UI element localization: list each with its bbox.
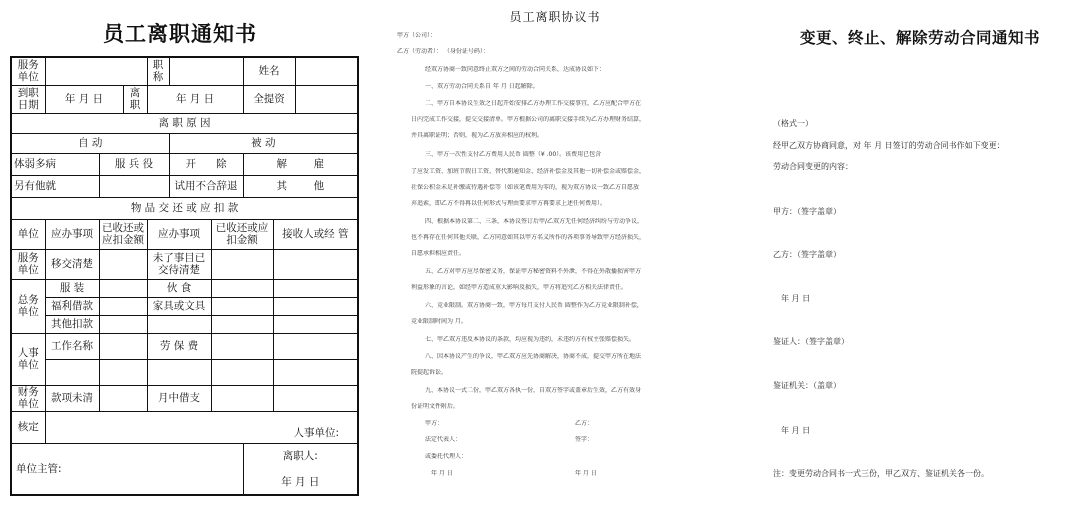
- party-b-signature[interactable]: 乙方：（签字盖章）: [773, 250, 841, 259]
- field-position[interactable]: [169, 57, 243, 85]
- label-position: 职称: [147, 57, 169, 85]
- date-party-a: 年 月 日: [431, 470, 453, 477]
- job-title: 工作名称: [45, 333, 99, 359]
- other-deductions: 其他扣款: [45, 315, 99, 333]
- party-a-signature[interactable]: 甲方：（签字盖章）: [773, 207, 841, 216]
- col-returned-2: 已收还或应扣金额: [211, 219, 273, 249]
- unfinished-items: 未了事目已交待清楚: [147, 249, 211, 279]
- amount-cell[interactable]: [211, 333, 273, 359]
- resignation-notice-form: [0, 0, 360, 512]
- meals: 伙 食: [147, 279, 211, 297]
- table-row: [11, 197, 358, 219]
- resignee-signature[interactable]: 离职人: 年 月 日: [243, 443, 358, 495]
- table-row: [11, 359, 358, 385]
- table-row: [11, 249, 358, 279]
- reason-military[interactable]: 服 兵 役: [99, 153, 169, 175]
- col-items: 应办事项: [45, 219, 99, 249]
- hr-unit: 人事单位: [11, 333, 45, 385]
- agreement-line: 了应发工资、加班节假日工资、替代期通知金、经济补偿金及其他一切补偿金或赔偿金，: [411, 168, 646, 175]
- amount-cell[interactable]: [211, 249, 273, 279]
- amount-cell[interactable]: [211, 315, 273, 333]
- receiver-cell[interactable]: [273, 315, 358, 333]
- unsettled: 款项未清: [45, 385, 99, 411]
- furniture: 家具或文具: [147, 297, 211, 315]
- label-dept: 服务单位: [11, 57, 45, 85]
- receiver-cell[interactable]: [273, 297, 358, 315]
- monthly-advance: 月中借支: [147, 385, 211, 411]
- start-date-value[interactable]: 年 月 日: [45, 85, 123, 113]
- agreement-text: 经甲乙双方协商同意，对 年 月 日签订的劳动合同书作如下变更：: [773, 141, 1005, 150]
- agreement-title: 员工离职协议书: [509, 10, 601, 24]
- agreement-line: 社保公积金未足补缴或待遇补偿等（如该笔费用为零的，视为双方协议一致乙方自愿放: [411, 184, 640, 191]
- table-row: [11, 133, 358, 153]
- agreement-line: 竞业限制时间为 月。: [411, 318, 467, 325]
- leave-date-value[interactable]: 年 月 日: [147, 85, 243, 113]
- blank-cell[interactable]: [147, 315, 211, 333]
- reason-probation[interactable]: 试用不合辞退: [169, 175, 243, 197]
- hr-signature[interactable]: 人事单位:: [45, 411, 358, 443]
- agreement-line: 弃追索，即乙方不得再以任何形式与理由要求甲方再要求上述任何费用）。: [411, 200, 607, 207]
- field-full-pay[interactable]: [295, 85, 358, 113]
- col-unit: 单位: [11, 219, 45, 249]
- welfare-loan: 福利借款: [45, 297, 99, 315]
- table-row: [11, 315, 358, 333]
- agreement-line: 也不再存在任何其他关联，乙方同意如其以甲方名义所作的各项事务导致甲方经济损失，: [411, 234, 646, 241]
- col-receiver: 接收人或经 管: [273, 219, 358, 249]
- form-title: 员工离职通知书: [103, 22, 257, 46]
- agreement-line: 自愿承担相应责任。: [411, 250, 466, 257]
- amount-cell[interactable]: [99, 249, 147, 279]
- resignation-agreement: [395, 0, 715, 512]
- blank-cell: [99, 175, 169, 197]
- agreement-line: 八、因本协议产生的争议，甲乙双方应先协商解决，协商不成，提交甲方所在地法: [425, 353, 642, 360]
- receiver-cell[interactable]: [273, 279, 358, 297]
- labor-insurance: 劳 保 费: [147, 333, 211, 359]
- col-items-2: 应办事项: [147, 219, 211, 249]
- table-row: [11, 279, 358, 297]
- table-row: [11, 297, 358, 315]
- amount-cell[interactable]: [211, 385, 273, 411]
- receiver-cell[interactable]: [273, 385, 358, 411]
- agreement-line: 九、本协议一式二份，甲乙双方各执一份，自双方签字或盖章后生效，乙方有效身: [425, 387, 642, 394]
- seal-date: 年 月 日: [781, 426, 811, 435]
- reason-dismiss[interactable]: 开 除: [169, 153, 243, 175]
- involuntary-label: 被 动: [169, 133, 358, 153]
- agreement-line: 四、根据本协议第二、三条，本协议签订后甲/乙双方无任何经济纠纷与劳动争议，: [425, 218, 644, 225]
- agreement-line: 七、甲乙双方违反本协议的条款，均应视为违约，未违约方有权主张赔偿损失。: [425, 336, 636, 343]
- witness-signature[interactable]: 鉴证人：（签字盖章）: [773, 337, 849, 346]
- service-unit: 服务单位: [11, 249, 45, 279]
- amount-cell[interactable]: [99, 385, 147, 411]
- table-row: [11, 333, 358, 359]
- agreement-line: 并具离职证明；否则，视为乙方放弃相应的权利。: [411, 132, 544, 139]
- col-returned: 已收还或应扣金额: [99, 219, 147, 249]
- approve-label: 核定: [11, 411, 45, 443]
- sign-date: 年 月 日: [781, 294, 811, 303]
- reason-illness[interactable]: 体弱多病: [11, 153, 99, 175]
- label-leave-date: 离职: [123, 85, 147, 113]
- blank-cell[interactable]: [147, 359, 211, 385]
- transfer-clear: 移交清楚: [45, 249, 99, 279]
- resignee-date: 年 月 日: [281, 475, 320, 488]
- field-name[interactable]: [295, 57, 358, 85]
- table-row: [11, 85, 358, 113]
- agreement-line: 利益形象的言论，如经甲方造成重大影响及损失，甲方将追究乙方相关法律责任。: [411, 284, 628, 291]
- table-row: [11, 153, 358, 175]
- agreement-line: 院提起诉讼。: [411, 369, 448, 376]
- label-name: 姓名: [243, 57, 295, 85]
- label-full-pay: 全提资: [243, 85, 295, 113]
- reason-header: 离 职 原 因: [11, 113, 358, 133]
- amount-cell[interactable]: [99, 333, 147, 359]
- notice-title: 变更、终止、解除劳动合同通知书: [799, 29, 1040, 47]
- receiver-cell[interactable]: [273, 359, 358, 385]
- agreement-line: 份证明文件附后。: [411, 403, 460, 410]
- receiver-cell[interactable]: [273, 249, 358, 279]
- sign-party-a[interactable]: 甲方：: [425, 420, 444, 427]
- table-row: [11, 175, 358, 197]
- table-row: [11, 385, 358, 411]
- table-row: [11, 57, 358, 85]
- table-row: [11, 219, 358, 249]
- label-start-date: 到职日期: [11, 85, 45, 113]
- format-label: （格式一）: [773, 119, 813, 128]
- witness-org-seal[interactable]: 鉴证机关：（盖章）: [773, 381, 841, 390]
- resignation-table: [10, 56, 359, 496]
- amount-cell[interactable]: [99, 279, 147, 297]
- amount-cell[interactable]: [99, 315, 147, 333]
- general-unit: 总务单位: [11, 279, 45, 333]
- receiver-cell[interactable]: [273, 333, 358, 359]
- table-row: [11, 443, 358, 495]
- amount-cell[interactable]: [211, 279, 273, 297]
- voluntary-label: 自 动: [11, 133, 169, 153]
- handover-header: 物 品 交 还 或 应 扣 款: [11, 197, 358, 219]
- reason-other[interactable]: 其 他: [243, 175, 358, 197]
- agreement-line: 六、竞业限制。双方协商一致，甲方每月支付人民币 圆整作为乙方竞业限制补偿，: [425, 302, 643, 309]
- agreement-line: 日内完成工作交接，提交交接清单。甲方根据公司的离职交接手续为乙方办理财务结算，: [411, 116, 646, 123]
- finance-unit: 财务单位: [11, 385, 45, 411]
- blank-cell[interactable]: [45, 359, 99, 385]
- reason-other-job[interactable]: 另有他就: [11, 175, 99, 197]
- agreement-line: 五、乙方对甲方应尽保密义务，保证甲方秘密资料不外泄，不得在外散播损害甲方: [425, 268, 642, 275]
- clothing: 服 装: [45, 279, 99, 297]
- field-dept[interactable]: [45, 57, 147, 85]
- amount-cell[interactable]: [211, 297, 273, 315]
- amount-cell[interactable]: [99, 297, 147, 315]
- agreement-line: 乙方（劳动者）： （身份证号码）：: [397, 48, 489, 55]
- amount-cell[interactable]: [211, 359, 273, 385]
- table-row: [11, 113, 358, 133]
- sign-party-b[interactable]: 乙方：: [575, 420, 594, 427]
- sign-agent[interactable]: 或委托代理人：: [425, 453, 468, 460]
- agreement-line: 经双方协商一致同意终止双方之间的劳动合同关系，达成协议如下：: [425, 66, 606, 73]
- amount-cell[interactable]: [99, 359, 147, 385]
- agreement-line: 二、甲方自本协议生效之日起开始安排乙方办理工作交接事宜，乙方应配合甲方在: [425, 100, 642, 107]
- agreement-line: 甲方（公司）：: [397, 32, 437, 39]
- agreement-line: 一、双方劳动合同关系自 年 月 日起解除。: [425, 83, 539, 90]
- date-party-b: 年 月 日: [575, 470, 597, 477]
- reason-fire[interactable]: 解 雇: [243, 153, 358, 175]
- footnote: 注：变更劳动合同书一式三份，甲乙双方、鉴证机关各一份。: [773, 469, 989, 478]
- sign-party-b-signature[interactable]: 签字：: [575, 436, 594, 443]
- contract-change-notice: [765, 0, 1075, 512]
- supervisor-signature[interactable]: 单位主管:: [11, 443, 243, 495]
- agreement-line: 三、甲方一次性支付乙方费用人民币 圆整（¥ .00）。该费用已包含: [425, 151, 602, 158]
- change-content-label: 劳动合同变更的内容：: [773, 162, 853, 171]
- sign-legal-rep[interactable]: 法定代表人：: [425, 436, 462, 443]
- table-row: [11, 411, 358, 443]
